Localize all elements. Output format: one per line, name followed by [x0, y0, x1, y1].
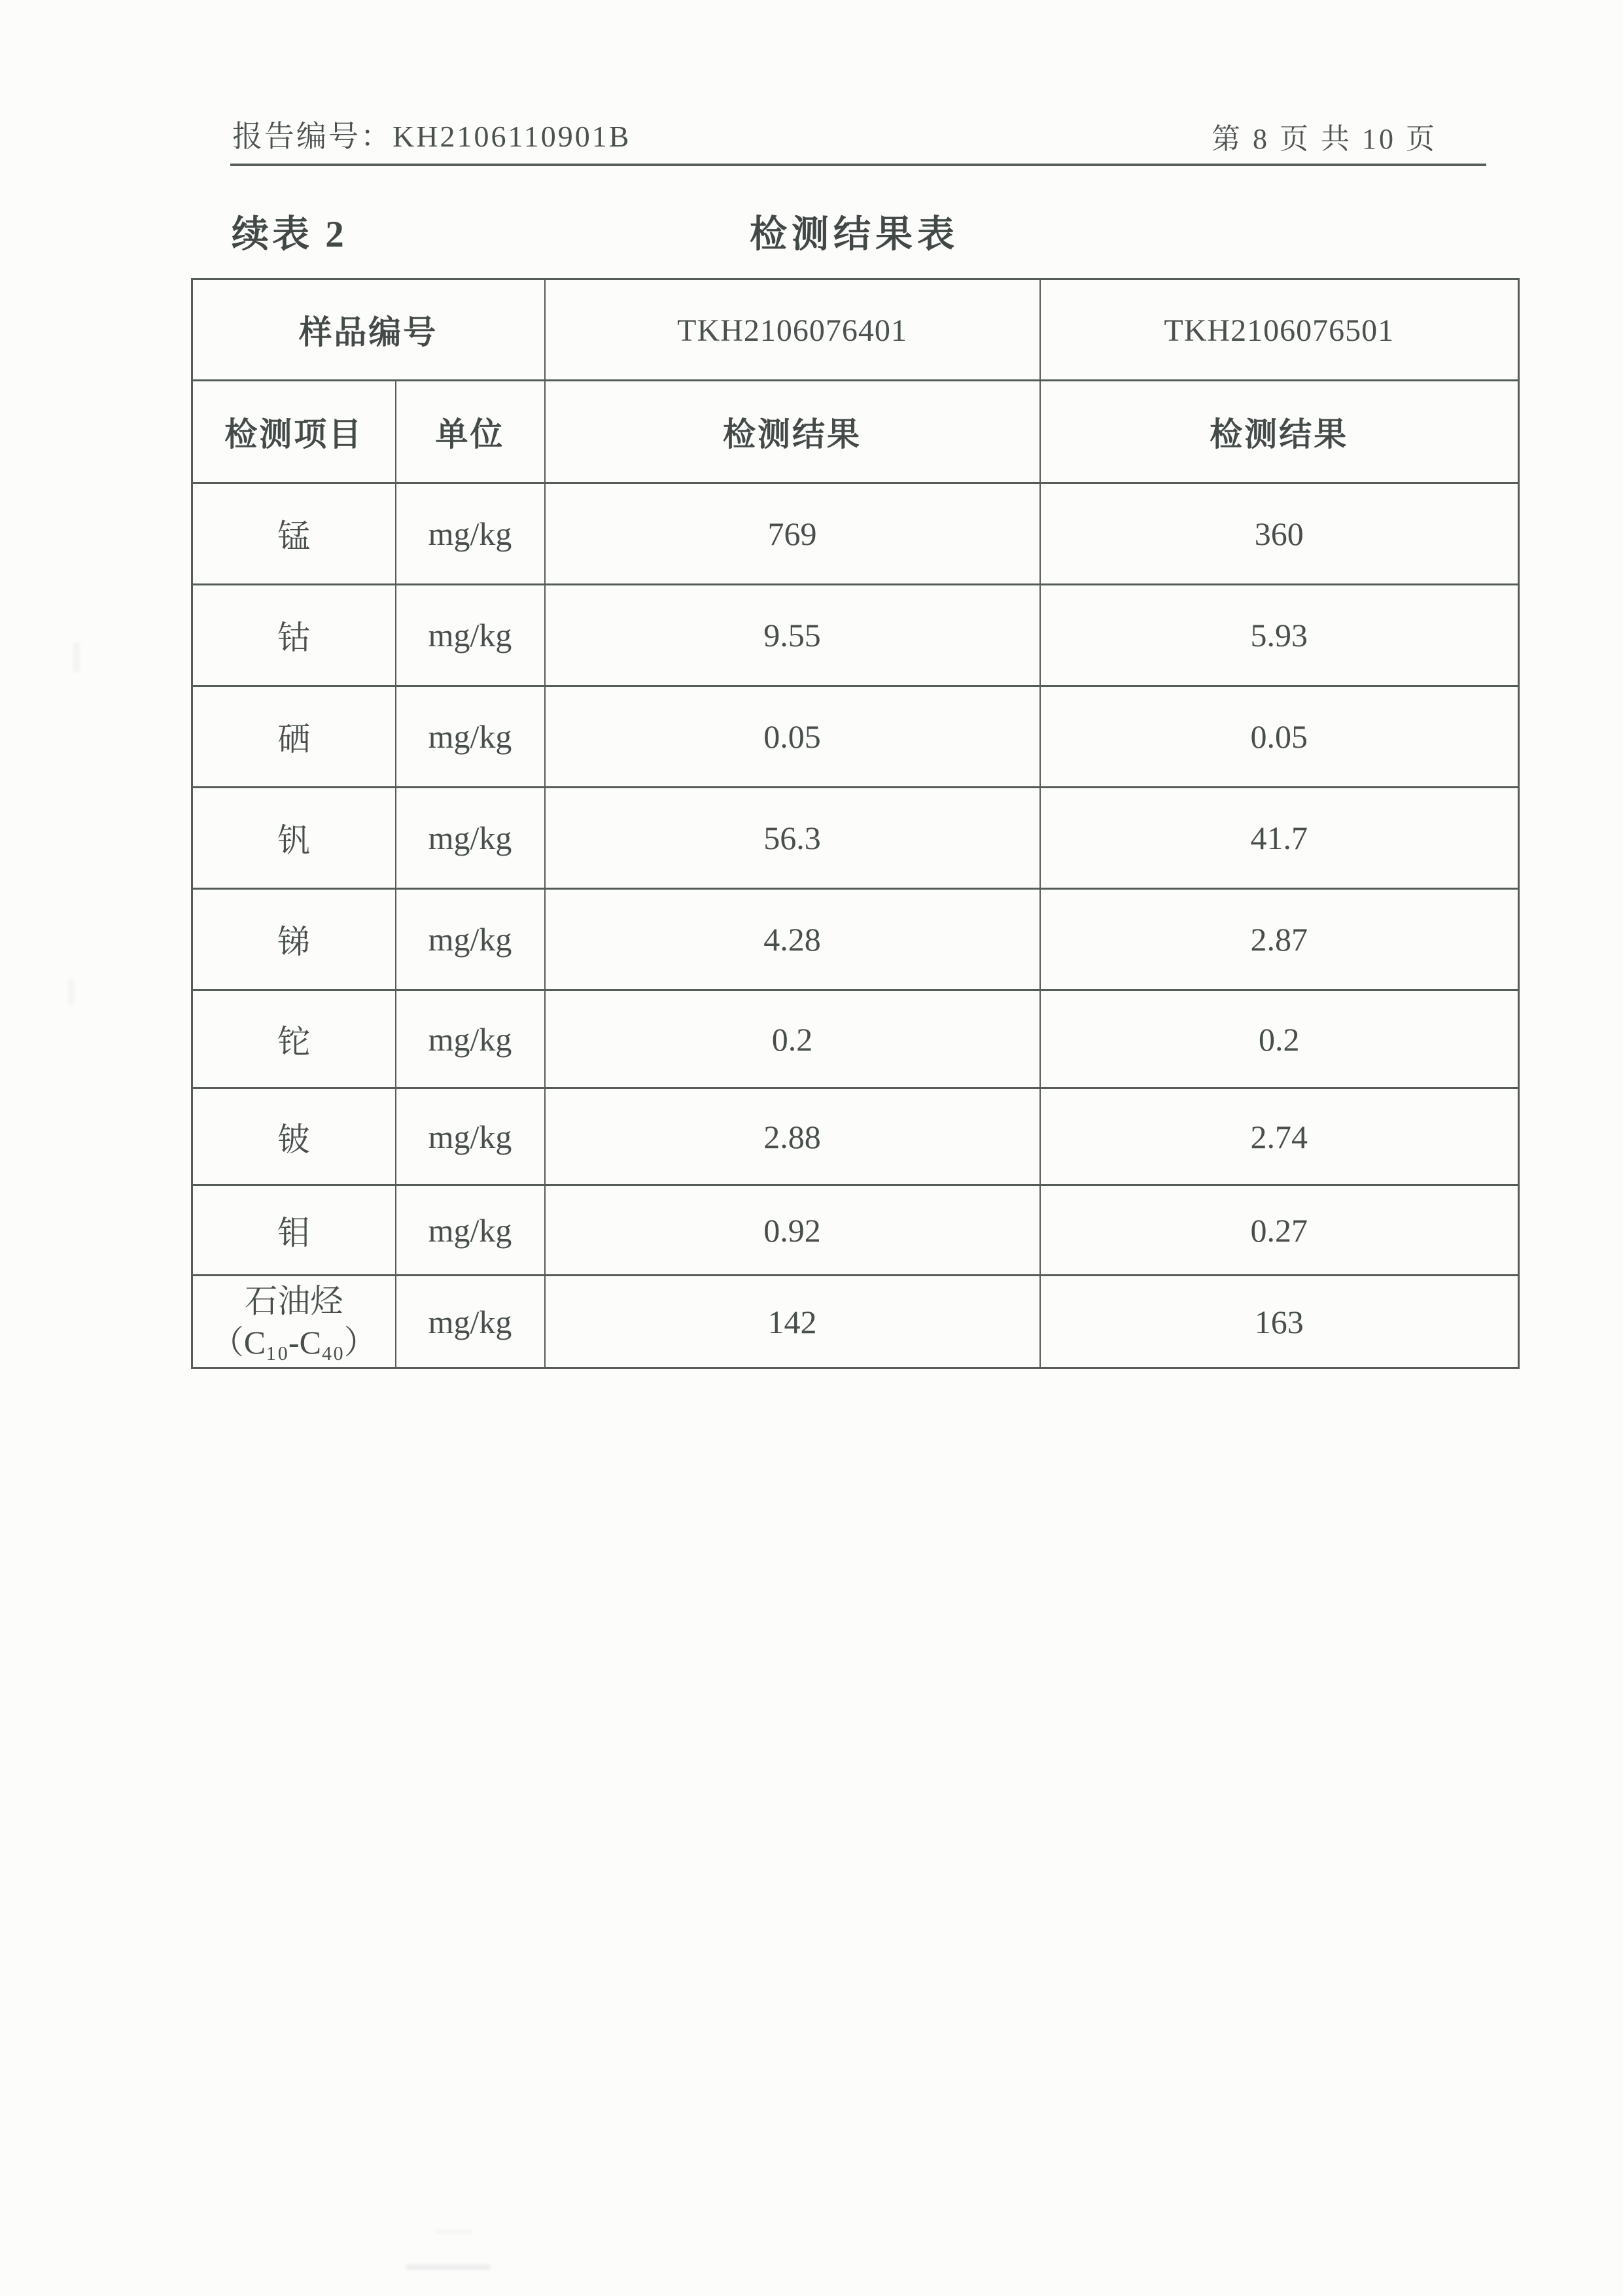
item-unit: mg/kg	[396, 788, 545, 889]
result-value: 0.92	[545, 1185, 1040, 1276]
header-rule	[230, 164, 1486, 166]
item-name: 锑	[192, 889, 396, 990]
result-value: 2.87	[1040, 889, 1519, 990]
page-indicator: 第 8 页 共 10 页	[1212, 123, 1437, 155]
table-row	[192, 483, 1519, 585]
column-header-result: 检测结果	[1040, 381, 1519, 483]
result-value: 9.55	[545, 585, 1040, 686]
item-unit: mg/kg	[396, 686, 545, 788]
result-value: 0.05	[1040, 686, 1519, 788]
item-name	[192, 1276, 396, 1368]
item-name: 硒	[192, 686, 396, 788]
item-name-line1: 石油烃	[245, 1283, 343, 1319]
table-row	[192, 1088, 1519, 1185]
item-name: 锰	[192, 483, 396, 585]
item-unit: mg/kg	[396, 483, 545, 585]
scan-smudge	[68, 979, 75, 1005]
result-value: 2.88	[545, 1088, 1040, 1185]
item-unit: mg/kg	[396, 990, 545, 1088]
result-value: 142	[545, 1276, 1040, 1368]
scan-smudge	[406, 2265, 491, 2270]
column-header-unit: 单位	[396, 381, 545, 483]
table-row	[192, 1185, 1519, 1276]
result-value: 4.28	[545, 889, 1040, 990]
scan-smudge	[73, 642, 80, 672]
item-unit: mg/kg	[396, 585, 545, 686]
column-header-row	[192, 381, 1519, 483]
result-value: 360	[1040, 483, 1519, 585]
sample-id-row	[192, 279, 1519, 381]
results-table	[191, 278, 1520, 1369]
item-name: 钼	[192, 1185, 396, 1276]
sample-id-cell	[1040, 279, 1519, 381]
item-name: 铊	[192, 990, 396, 1088]
result-value: 0.2	[1040, 990, 1519, 1088]
column-header-result: 检测结果	[545, 381, 1040, 483]
report-number: 报告编号：KH2106110901B	[232, 120, 631, 153]
item-name: 钒	[192, 788, 396, 889]
result-value: 41.7	[1040, 788, 1519, 889]
scan-smudge	[436, 2229, 472, 2234]
title-band	[191, 204, 1518, 255]
column-header-item: 检测项目	[192, 381, 396, 483]
item-unit: mg/kg	[396, 889, 545, 990]
sample-id-2: TKH2106076501	[1164, 313, 1395, 348]
table-row	[192, 585, 1519, 686]
table-row	[192, 889, 1519, 990]
table-row	[192, 788, 1519, 889]
result-value: 56.3	[545, 788, 1040, 889]
result-value: 5.93	[1040, 585, 1519, 686]
table-row	[192, 990, 1519, 1088]
item-unit: mg/kg	[396, 1088, 545, 1185]
table-row	[192, 686, 1519, 788]
result-value: 0.27	[1040, 1185, 1519, 1276]
sample-id-cell	[545, 279, 1040, 381]
result-value: 769	[545, 483, 1040, 585]
item-name: 铍	[192, 1088, 396, 1185]
result-value: 0.05	[545, 686, 1040, 788]
result-value: 2.74	[1040, 1088, 1519, 1185]
item-unit: mg/kg	[396, 1276, 545, 1368]
page-title: 检测结果表	[750, 214, 959, 255]
result-value: 0.2	[545, 990, 1040, 1088]
continued-table-label: 续表 2	[232, 214, 347, 255]
item-name: 钴	[192, 585, 396, 686]
result-value: 163	[1040, 1276, 1519, 1368]
item-name-line2: （C₁₀-C₄₀）	[211, 1323, 377, 1361]
item-unit: mg/kg	[396, 1185, 545, 1276]
table-row	[192, 1276, 1519, 1368]
sample-id-1: TKH2106076401	[677, 313, 907, 348]
sample-id-label: 样品编号	[192, 279, 545, 381]
